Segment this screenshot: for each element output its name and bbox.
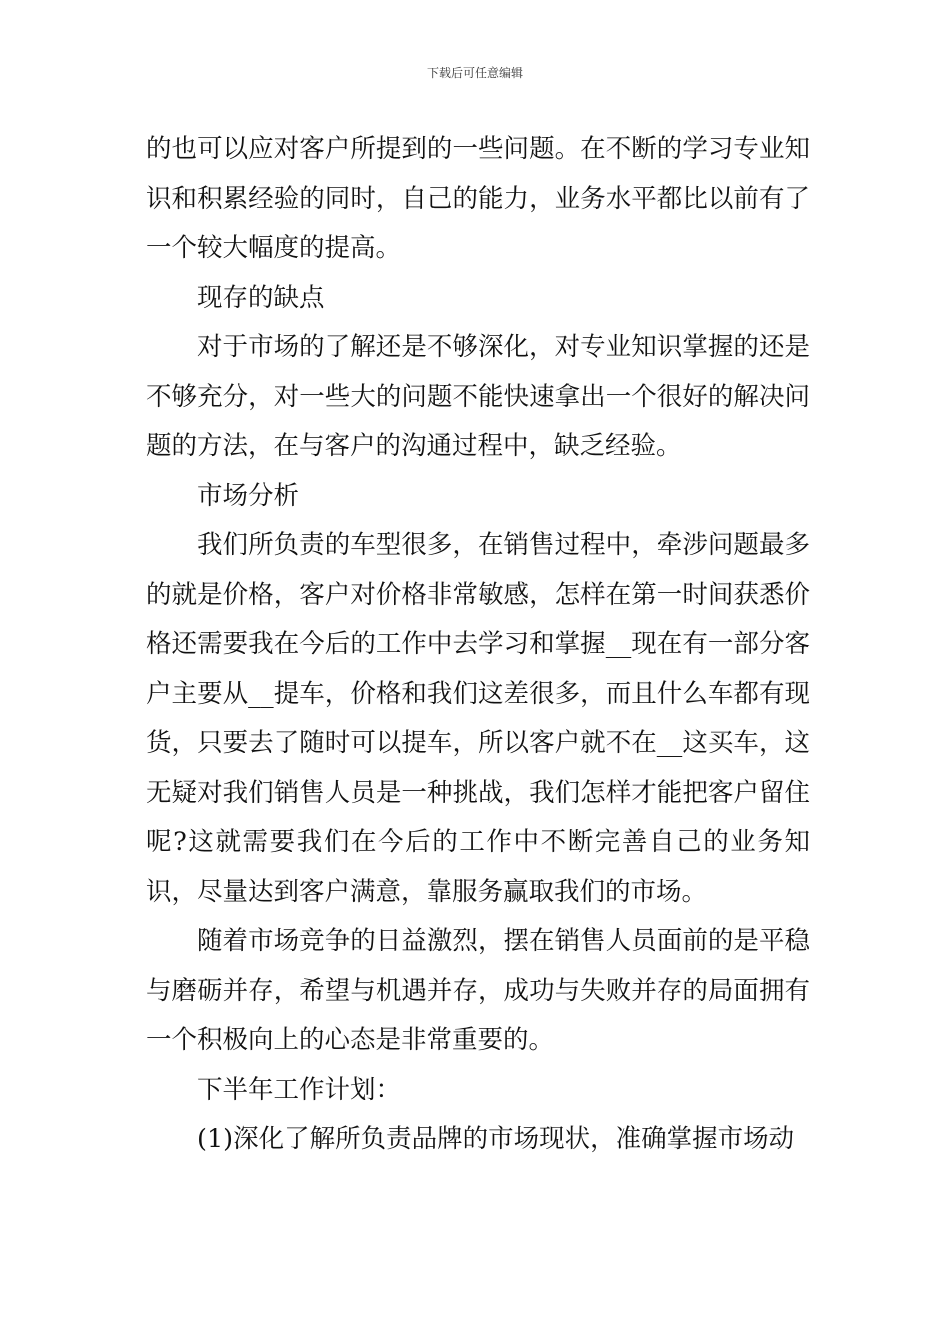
page-header-note: 下载后可任意编辑 [426,66,523,80]
heading-current-shortcomings: 现存的缺点 [197,282,325,313]
paragraph-shortcomings: 对于市场的了解还是不够深化，对专业知识掌握的还是不够充分，对一些大的问题不能快速拿出一个很好的解决问题的方法，在与客户的沟通过程中，缺乏经验。 [146,332,810,461]
heading-work-plan: 下半年工作计划： [197,1074,402,1105]
paragraph-continuation: 的也可以应对客户所提到的一些问题。在不断的学习专业知识和积累经验的同时，自己的能力，业务水平都比以前有了一个较大幅度的提高。 [146,134,810,263]
paragraph-market-analysis: 我们所负责的车型很多，在销售过程中，牵涉问题最多的就是价格，客户对价格非常敏感，怎样在第一时间获悉价格还需要我在今后的工作中去学习和掌握__现在有一部分客户主要从__提车，价格和我们这差很多，而且什么车都有现货，只要去了随时可以提车，所以客户就不在__这买车，这无疑对我们销售人员是一种挑战，我们怎样才能把客户留住呢?这就需要我们在今后的工作中不断完善自己的业务知识，尽量达到客户满意，靠服务赢取我们的市场。 [146,530,810,907]
paragraph-competition: 随着市场竞争的日益激烈，摆在销售人员面前的是平稳与磨砺并存，希望与机遇并存，成功与失败并存的局面拥有一个积极向上的心态是非常重要的。 [146,926,810,1055]
heading-market-analysis: 市场分析 [197,480,300,511]
paragraph-plan-item-1: (1)深化了解所负责品牌的市场现状，准确掌握市场动 [197,1124,795,1154]
document-body [146,125,810,1165]
